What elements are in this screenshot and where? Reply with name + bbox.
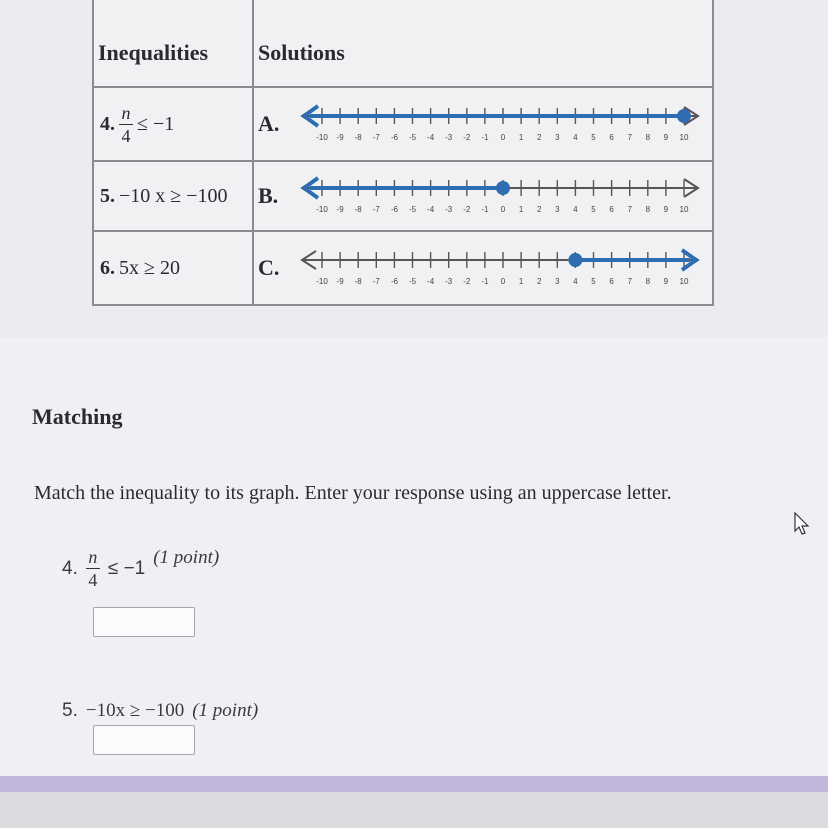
number-line-graph xyxy=(294,238,704,298)
tick-label: 3 xyxy=(555,277,560,286)
tick-label: 10 xyxy=(679,133,689,142)
tick-label: -9 xyxy=(336,277,344,286)
tick-label: -10 xyxy=(316,133,328,142)
tick-label: -4 xyxy=(427,133,435,142)
table-row xyxy=(93,87,713,161)
solution-letter: B. xyxy=(258,183,279,208)
tick-label: -2 xyxy=(463,133,471,142)
tick-label: 4 xyxy=(573,133,578,142)
tick-label: 1 xyxy=(518,277,524,286)
tick-label: -1 xyxy=(481,133,489,142)
tick-label: -3 xyxy=(445,205,453,214)
inequalities-table xyxy=(92,0,714,306)
header-solutions: Solutions xyxy=(253,0,713,87)
tick-label: -5 xyxy=(408,205,417,214)
inequality-relation: ≤ −1 xyxy=(137,112,175,135)
tick-label: -9 xyxy=(336,133,344,142)
tick-label: -8 xyxy=(354,205,362,214)
inequality-relation: ≤ −1 xyxy=(107,557,146,579)
tick-label: 3 xyxy=(555,133,560,142)
tick-label: 0 xyxy=(500,277,506,286)
tick-label: -10 xyxy=(316,205,328,214)
solution-letter: C. xyxy=(258,255,280,280)
tick-label: -8 xyxy=(354,133,362,142)
tick-label: -2 xyxy=(463,277,471,286)
tick-label: 9 xyxy=(663,133,669,142)
tick-label: 7 xyxy=(627,277,632,286)
solution-cell xyxy=(253,87,713,161)
inequality-expression: −10x ≥ −100 xyxy=(85,700,185,721)
inequality-expression: 5x ≥ 20 xyxy=(119,256,180,279)
tick-label: -6 xyxy=(390,205,398,214)
row-number: 4. xyxy=(100,112,115,135)
tick-label: -9 xyxy=(336,205,344,214)
header-inequalities: Inequalities xyxy=(93,0,253,87)
row-number: 6. xyxy=(100,256,115,279)
number-line-graph xyxy=(294,94,704,154)
tick-label: -7 xyxy=(372,277,380,286)
answer-input-5[interactable] xyxy=(93,725,195,755)
table-row xyxy=(93,231,713,305)
tick-label: -8 xyxy=(354,277,362,286)
tick-label: 2 xyxy=(536,205,542,214)
row-number: 5. xyxy=(100,184,115,207)
solution-letter: A. xyxy=(258,111,280,136)
tick-label: 10 xyxy=(679,277,689,286)
tick-label: -7 xyxy=(372,133,380,142)
tick-label: 10 xyxy=(679,205,689,214)
tick-label: 1 xyxy=(518,133,524,142)
tick-label: 9 xyxy=(663,205,669,214)
tick-label: -3 xyxy=(445,133,453,142)
tick-label: -6 xyxy=(390,277,398,286)
section-title: Matching xyxy=(32,404,123,429)
tick-label: -4 xyxy=(427,277,435,286)
inequality-cell xyxy=(93,231,253,305)
endpoint-dot xyxy=(569,254,581,266)
tick-label: -1 xyxy=(481,205,489,214)
number-line-graph xyxy=(294,166,704,226)
solution-cell xyxy=(253,161,713,231)
endpoint-dot xyxy=(497,182,509,194)
mouse-pointer-icon xyxy=(794,512,810,536)
tick-label: 7 xyxy=(627,205,632,214)
question-4 xyxy=(62,548,219,589)
tick-label: -4 xyxy=(427,205,435,214)
tick-label: 6 xyxy=(609,133,614,142)
tick-label: 8 xyxy=(645,277,651,286)
tick-label: 2 xyxy=(536,133,542,142)
tick-label: -10 xyxy=(316,277,328,286)
question-5 xyxy=(62,700,258,722)
tick-label: 5 xyxy=(591,205,596,214)
point-value: (1 point) xyxy=(192,700,259,721)
question-number: 5. xyxy=(62,700,78,721)
tick-label: 4 xyxy=(573,277,578,286)
tick-label: -6 xyxy=(390,133,398,142)
table-row xyxy=(93,161,713,231)
tick-label: -7 xyxy=(372,205,380,214)
question-number: 4. xyxy=(62,557,78,579)
answer-input-4[interactable] xyxy=(93,607,195,637)
inequality-expression: −10 x ≥ −100 xyxy=(119,184,228,207)
tick-label: -3 xyxy=(445,277,453,286)
tick-label: 2 xyxy=(536,277,542,286)
inequality-cell xyxy=(93,87,253,161)
instructions: Match the inequality to its graph. Enter your response using an uppercase letter. xyxy=(34,482,672,504)
tick-label: -5 xyxy=(408,133,417,142)
tick-label: 9 xyxy=(663,277,669,286)
tick-label: 8 xyxy=(645,133,651,142)
tick-label: -1 xyxy=(481,277,489,286)
tick-label: 0 xyxy=(500,133,506,142)
tick-label: 6 xyxy=(609,277,614,286)
footer-area xyxy=(0,792,828,828)
fraction: $\frac{n}{4}$ xyxy=(119,104,133,145)
tick-label: 1 xyxy=(518,205,524,214)
tick-label: 6 xyxy=(609,205,614,214)
tick-label: 3 xyxy=(555,205,560,214)
solution-cell xyxy=(253,231,713,305)
tick-label: 8 xyxy=(645,205,651,214)
table-header-row xyxy=(93,0,713,87)
endpoint-dot xyxy=(678,110,690,122)
tick-label: 4 xyxy=(573,205,578,214)
inequality-cell xyxy=(93,161,253,231)
fraction: $\frac{n}{4}$ xyxy=(86,548,100,589)
tick-label: 5 xyxy=(591,277,596,286)
point-value: (1 point) xyxy=(153,546,220,568)
tick-label: -2 xyxy=(463,205,471,214)
tick-label: 7 xyxy=(627,133,632,142)
tick-label: 5 xyxy=(591,133,596,142)
footer-accent-bar xyxy=(0,776,828,792)
tick-label: 0 xyxy=(500,205,506,214)
tick-label: -5 xyxy=(408,277,417,286)
